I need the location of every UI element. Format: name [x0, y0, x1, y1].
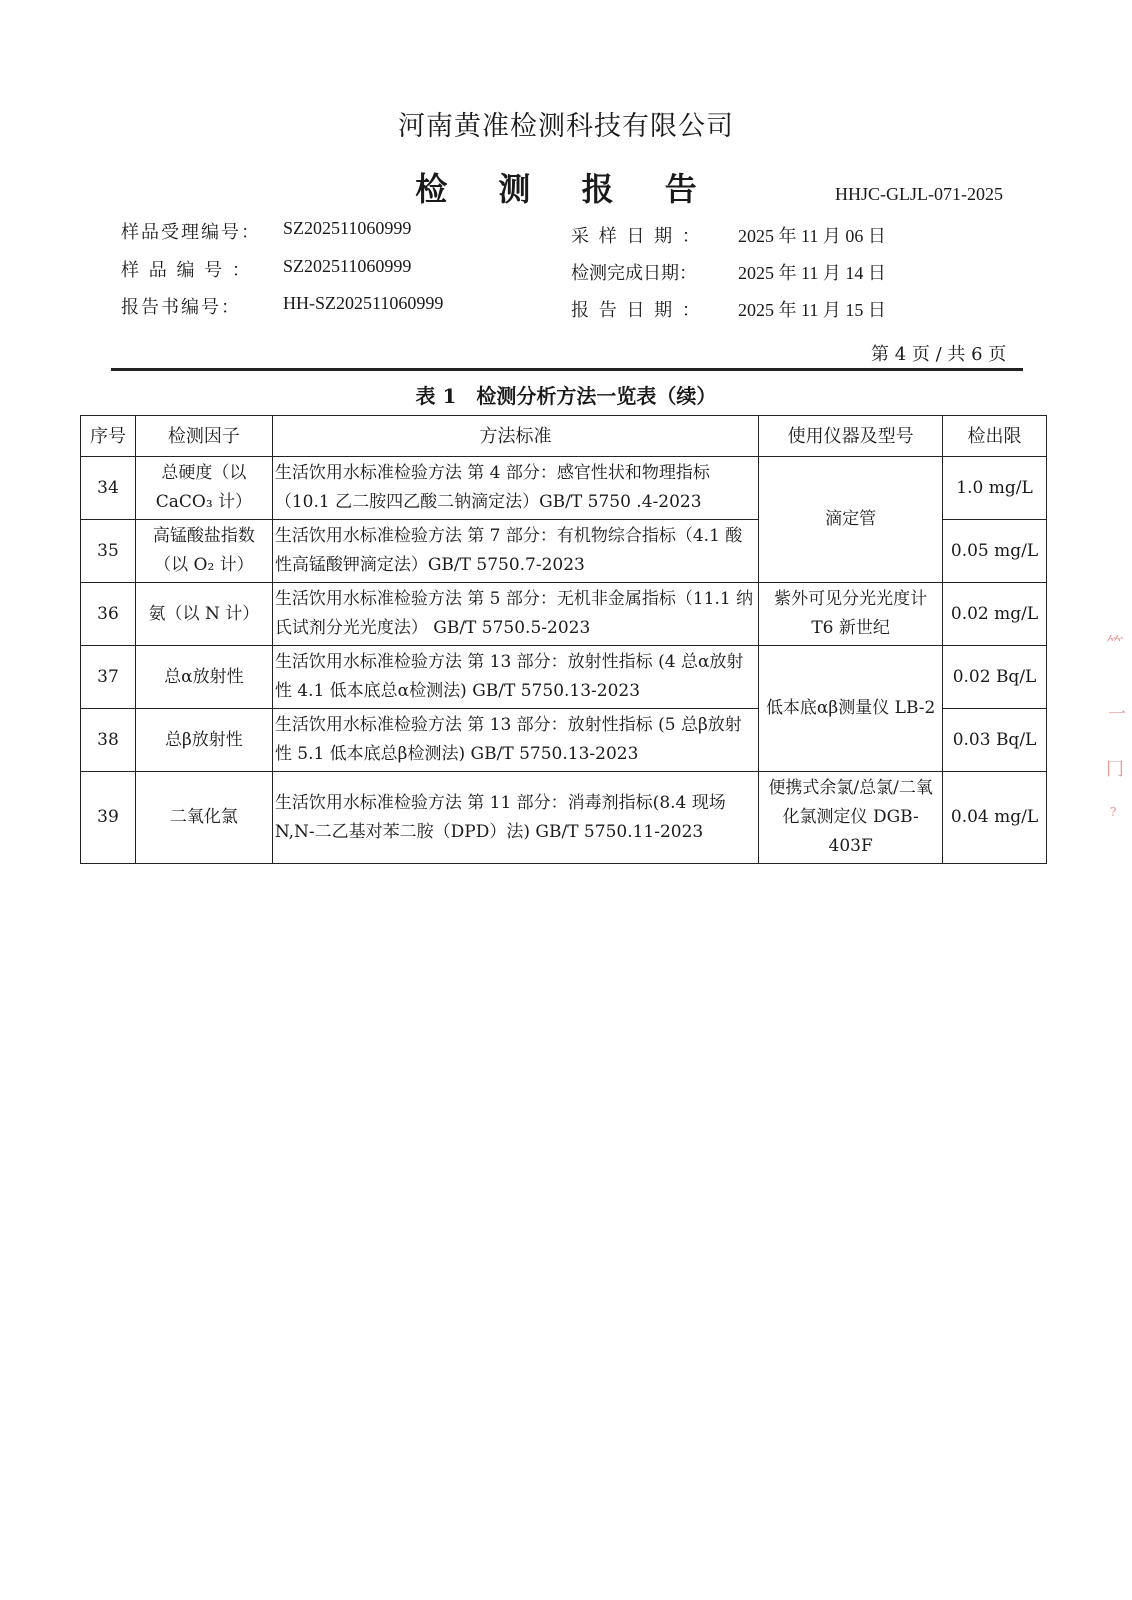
report-no-label: 报告书编号：: [121, 297, 241, 318]
header-factor: 检测因子: [135, 416, 272, 457]
row-no: 38: [81, 709, 136, 772]
row-limit: 0.05 mg/L: [943, 520, 1047, 583]
row-no: 37: [81, 646, 136, 709]
row-limit: 0.02 Bq/L: [943, 646, 1047, 709]
row-instrument: 滴定管: [759, 457, 943, 583]
row-limit: 0.02 mg/L: [943, 583, 1047, 646]
row-no: 39: [81, 772, 136, 864]
row-method: 生活饮用水标准检验方法 第 13 部分：放射性指标 (5 总β放射性 5.1 低本底总β检测法) GB/T 5750.13-2023: [272, 709, 758, 772]
row-method: 生活饮用水标准检验方法 第 5 部分：无机非金属指标（11.1 纳氏试剂分光光度法） GB/T 5750.5-2023: [272, 583, 758, 646]
sample-accept-no-value: SZ202511060999: [283, 218, 412, 238]
row-factor: 高锰酸盐指数（以 O₂ 计）: [135, 520, 272, 583]
report-code: HHJC-GLJL-071-2025: [835, 184, 1003, 204]
sample-no-row: [121, 256, 412, 282]
row-factor: 总β放射性: [135, 709, 272, 772]
table-header-row: [81, 416, 1047, 457]
test-done-label: 检测完成日期：: [571, 263, 697, 284]
row-method: 生活饮用水标准检验方法 第 11 部分：消毒剂指标(8.4 现场 N,N-二乙基对苯二胺（DPD）法) GB/T 5750.11-2023: [272, 772, 758, 864]
page-info: 第 4 页 / 共 6 页: [871, 344, 1007, 365]
table-row: [81, 646, 1047, 709]
table-row: [81, 583, 1047, 646]
table-row: [81, 457, 1047, 520]
row-method: 生活饮用水标准检验方法 第 13 部分：放射性指标 (4 总α放射性 4.1 低本底总α检测法) GB/T 5750.13-2023: [272, 646, 758, 709]
sampling-date-row: [571, 222, 886, 248]
row-no: 35: [81, 520, 136, 583]
header-divider: [111, 368, 1023, 371]
row-method: 生活饮用水标准检验方法 第 4 部分：感官性状和物理指标（10.1 乙二胺四乙酸二钠滴定法）GB/T 5750 .4-2023: [272, 457, 758, 520]
row-instrument: 低本底αβ测量仪 LB-2: [759, 646, 943, 772]
header-method: 方法标准: [272, 416, 758, 457]
row-factor: 总α放射性: [135, 646, 272, 709]
header-no: 序号: [81, 416, 136, 457]
company-name: 河南黄准检测科技有限公司: [398, 111, 734, 142]
seal-stamp-fragment: ⺮ 一 冂 ?: [1106, 634, 1126, 819]
row-method: 生活饮用水标准检验方法 第 7 部分：有机物综合指标（4.1 酸性高锰酸钾滴定法）GB/T 5750.7-2023: [272, 520, 758, 583]
report-date-label: 报 告 日 期 ：: [571, 300, 702, 321]
row-no: 36: [81, 583, 136, 646]
header-limit: 检出限: [943, 416, 1047, 457]
report-title: 检 测 报 告: [415, 170, 717, 208]
row-limit: 1.0 mg/L: [943, 457, 1047, 520]
methods-table: [80, 415, 1047, 864]
row-no: 34: [81, 457, 136, 520]
sample-accept-no-label: 样品受理编号：: [121, 222, 261, 243]
report-no-row: [121, 293, 444, 319]
table-title: 表 1 检测分析方法一览表（续）: [415, 384, 717, 408]
sample-no-value: SZ202511060999: [283, 256, 412, 276]
row-factor: 氨（以 N 计）: [135, 583, 272, 646]
report-date-value: 2025 年 11 月 15 日: [738, 300, 886, 320]
row-instrument: 紫外可见分光光度计 T6 新世纪: [759, 583, 943, 646]
row-factor: 二氧化氯: [135, 772, 272, 864]
report-no-value: HH-SZ202511060999: [283, 293, 444, 313]
header-instrument: 使用仪器及型号: [759, 416, 943, 457]
sample-no-label: 样 品 编 号 ：: [121, 260, 252, 281]
row-instrument: 便携式余氯/总氯/二氧化氯测定仪 DGB-403F: [759, 772, 943, 864]
row-factor: 总硬度（以 CaCO₃ 计）: [135, 457, 272, 520]
table-row: [81, 772, 1047, 864]
test-done-row: [571, 259, 886, 285]
row-limit: 0.04 mg/L: [943, 772, 1047, 864]
sample-accept-no-row: [121, 218, 412, 244]
sampling-date-value: 2025 年 11 月 06 日: [738, 226, 886, 246]
test-done-value: 2025 年 11 月 14 日: [738, 263, 886, 283]
report-date-row: [571, 296, 886, 322]
sampling-date-label: 采 样 日 期 ：: [571, 226, 702, 247]
row-limit: 0.03 Bq/L: [943, 709, 1047, 772]
